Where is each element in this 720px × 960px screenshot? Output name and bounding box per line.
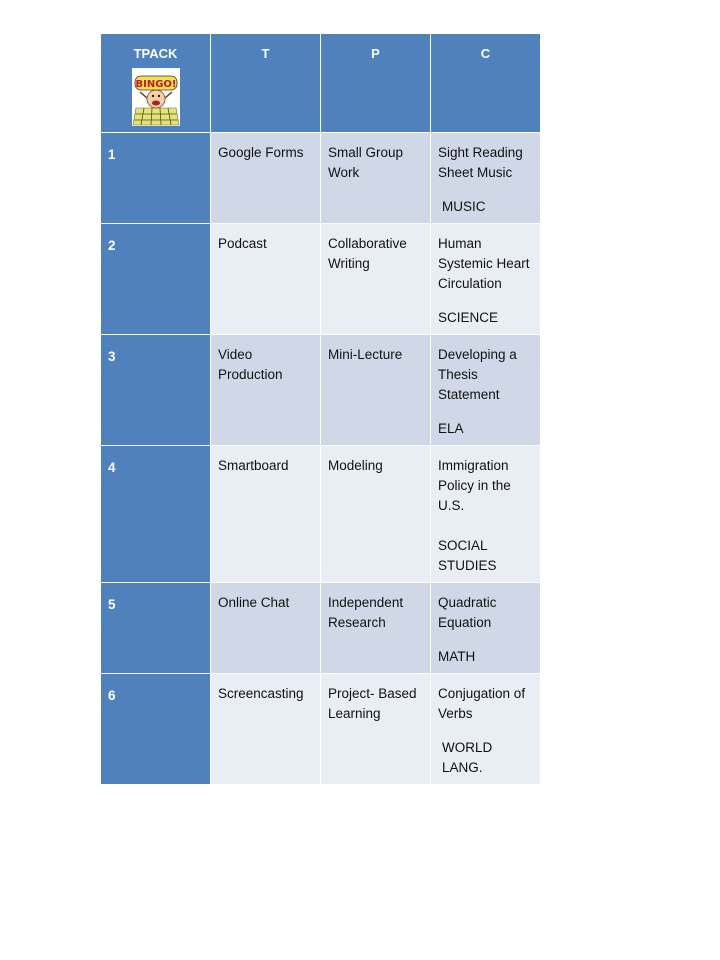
header-tpack [101,34,211,133]
table-row [101,335,541,446]
content-cell [431,583,541,674]
row-number: 2 [101,224,211,335]
table-row [101,583,541,674]
pedagogy-cell: Project- Based Learning [321,674,431,785]
row-number: 3 [101,335,211,446]
tpack-bingo-table [100,33,541,785]
row-number: 5 [101,583,211,674]
header-tpack-label: TPACK [133,46,178,61]
subject-label: ELA [438,421,464,436]
header-t: T [211,34,321,133]
pedagogy-cell: Mini-Lecture [321,335,431,446]
content-cell [431,335,541,446]
subject-label: WORLD LANG. [442,740,493,775]
content-topic: Human Systemic Heart Circulation [438,236,530,291]
table-row [101,446,541,583]
pedagogy-cell: Collaborative Writing [321,224,431,335]
subject-label: MUSIC [442,199,486,214]
content-cell [431,674,541,785]
content-topic: Immigration Policy in the U.S. [438,458,511,513]
subject-label: SOCIAL STUDIES [438,538,497,573]
content-topic: Sight Reading Sheet Music [438,145,523,180]
pedagogy-cell: Modeling [321,446,431,583]
header-c: C [431,34,541,133]
header-p: P [321,34,431,133]
content-topic: Conjugation of Verbs [438,686,526,721]
technology-cell: Screencasting [211,674,321,785]
technology-cell: Online Chat [211,583,321,674]
table-row [101,674,541,785]
pedagogy-cell: Small Group Work [321,133,431,224]
technology-cell: Google Forms [211,133,321,224]
subject-label: MATH [438,649,476,664]
technology-cell: Video Production [211,335,321,446]
content-cell [431,446,541,583]
pedagogy-cell: Independent Research [321,583,431,674]
row-number: 4 [101,446,211,583]
table-row [101,133,541,224]
technology-cell: Podcast [211,224,321,335]
content-topic: Developing a Thesis Statement [438,347,517,402]
bingo-logo-text: BINGO! [135,79,176,90]
subject-label: SCIENCE [438,310,499,325]
row-number: 1 [101,133,211,224]
technology-cell: Smartboard [211,446,321,583]
bingo-logo [132,68,180,126]
header-row [101,34,541,133]
row-number: 6 [101,674,211,785]
table-row [101,224,541,335]
content-cell [431,224,541,335]
content-cell [431,133,541,224]
content-topic: Quadratic Equation [438,595,497,630]
